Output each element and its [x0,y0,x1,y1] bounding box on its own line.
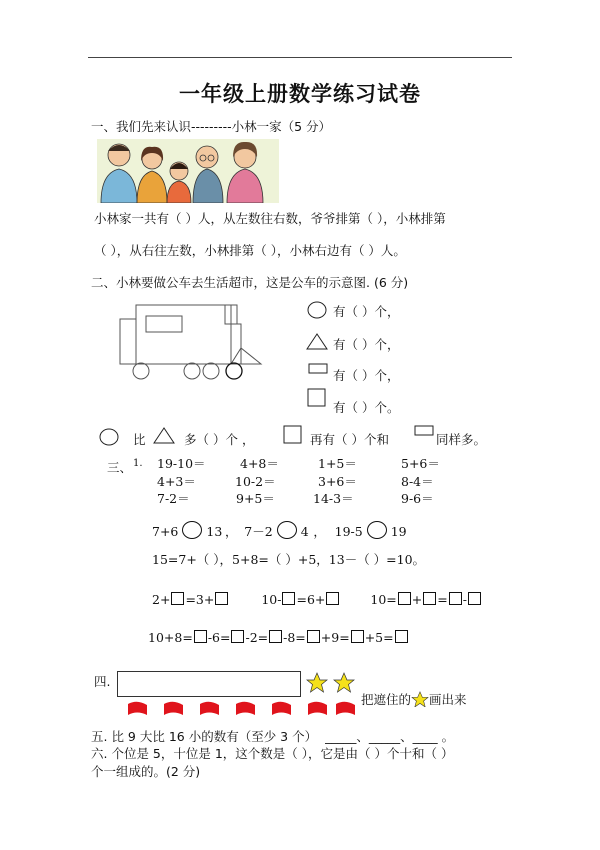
eq-text: =3+ [185,592,215,607]
compare-circle-blank[interactable] [367,521,387,539]
calc-1-1: 19-10＝ [157,456,206,471]
section3-sub: 1. [133,458,143,469]
compare-bi: 比 [133,432,146,447]
count-triangle: 有（ ）个， [333,337,400,352]
family-illustration [97,139,279,203]
calc-2-1: 4+3＝ [157,474,196,489]
compare-right: 19 [390,524,407,539]
count-square: 有（ ）个。 [333,400,400,415]
box-equations-row [152,592,482,607]
circle-shape-icon [307,300,329,320]
calc-3-3: 14-3＝ [313,491,354,506]
eq-text: 10= [370,592,397,607]
star-icon [411,691,429,707]
eq-text: =6+ [296,592,326,607]
compare-sep: ， [225,524,238,539]
eq-text: - [462,592,467,607]
compare-left: 7－2 [244,524,273,539]
flags-row [126,700,362,720]
answer-box[interactable] [307,630,320,643]
calc-2-3: 3+6＝ [318,474,357,489]
answer-box[interactable] [215,592,228,605]
triangle-shape-icon [306,332,328,350]
section5-question: 五. 比 9 大比 16 小的数有（至少 3 个） [91,729,318,744]
answer-box[interactable] [449,592,462,605]
eq-text: -2= [245,630,269,645]
compare-right: 4 [300,524,309,539]
count-circle: 有（ ）个， [333,304,400,319]
calc-1-2: 4+8＝ [240,456,279,471]
eq-text: -8= [283,630,306,645]
compare-circle-blank[interactable] [182,521,202,539]
compare-row [152,521,407,540]
compare-left: 7+6 [152,524,179,539]
section4-instruction [361,690,467,708]
answer-box[interactable] [395,630,408,643]
square-shape-icon [283,425,305,445]
compare-right: 13 [206,524,223,539]
compare-sep: ， [313,524,326,539]
answer-box[interactable] [326,592,339,605]
calc-3-1: 7-2＝ [157,491,190,506]
section6-line1: 六. 个位是 5，十位是 1，这个数是（ ），它是由（ ）个十和（ ） [91,746,454,761]
section5-text [91,727,454,745]
eq-text: 10+8= [148,630,193,645]
eq-text: +9= [320,630,350,645]
section5-blanks[interactable]: _____、_____、____ 。 [325,729,455,744]
section2-heading: 二、小林要做公车去生活超市，这是公车的示意图. (6 分) [91,275,409,290]
eq-text: 2+ [152,592,171,607]
answer-box[interactable] [171,592,184,605]
bus-diagram [117,302,267,382]
calc-2-2: 10-2＝ [235,474,276,489]
instr-text: 画出来 [429,692,467,707]
answer-box[interactable] [269,630,282,643]
answer-box[interactable] [351,630,364,643]
compare-zai: 再有（ ）个和 [310,432,389,447]
compare-duo: 多（ ）个 ， [184,432,255,447]
section4-label: 四. [94,674,111,689]
calc-3-2: 9+5＝ [236,491,275,506]
answer-box[interactable] [423,592,436,605]
section1-line2: （ ），从右往左数，小林排第（ ），小林右边有（ ）人。 [94,243,406,258]
section1-line1: 小林家一共有（ ）人，从左数往右数，爷爷排第（ ），小林排第 [94,211,446,226]
calc-2-4: 8-4＝ [401,474,434,489]
instr-text: 把遮住的 [361,692,412,707]
compare-circle-blank[interactable] [277,521,297,539]
rectangle-shape-icon [414,425,436,437]
square-shape-icon [307,388,329,408]
triangle-shape-icon [153,426,175,444]
compare-tong: 同样多。 [436,432,487,447]
calc-1-4: 5+6＝ [401,456,440,471]
answer-box[interactable] [231,630,244,643]
answer-box[interactable] [398,592,411,605]
answer-box[interactable] [468,592,481,605]
cover-box[interactable] [117,671,301,697]
chain-equation-row [148,630,409,645]
eq-text: = [437,592,448,607]
section3-label: 三、 [107,460,133,475]
calc-3-4: 9-6＝ [401,491,434,506]
answer-box[interactable] [194,630,207,643]
compare-left: 19-5 [334,524,363,539]
eq-text: -6= [207,630,231,645]
eq-text: 10- [261,592,282,607]
stars-icon [306,672,358,696]
section6-line2: 个一组成的。(2 分) [91,764,201,779]
eq-text: +5= [364,630,394,645]
calc-1-3: 1+5＝ [318,456,357,471]
answer-box[interactable] [282,592,295,605]
fill-blank-line: 15=7+（ ），5+8=（ ）+5，13－（ ）=10。 [152,552,426,567]
eq-text: + [411,592,423,607]
page-title: 一年级上册数学练习试卷 [179,82,421,106]
header-rule [88,57,512,58]
circle-shape-icon [99,427,121,447]
rectangle-shape-icon [308,363,330,375]
section1-heading: 一、我们先来认识---------小林一家（5 分） [91,119,332,134]
count-rectangle: 有（ ）个， [333,368,400,383]
